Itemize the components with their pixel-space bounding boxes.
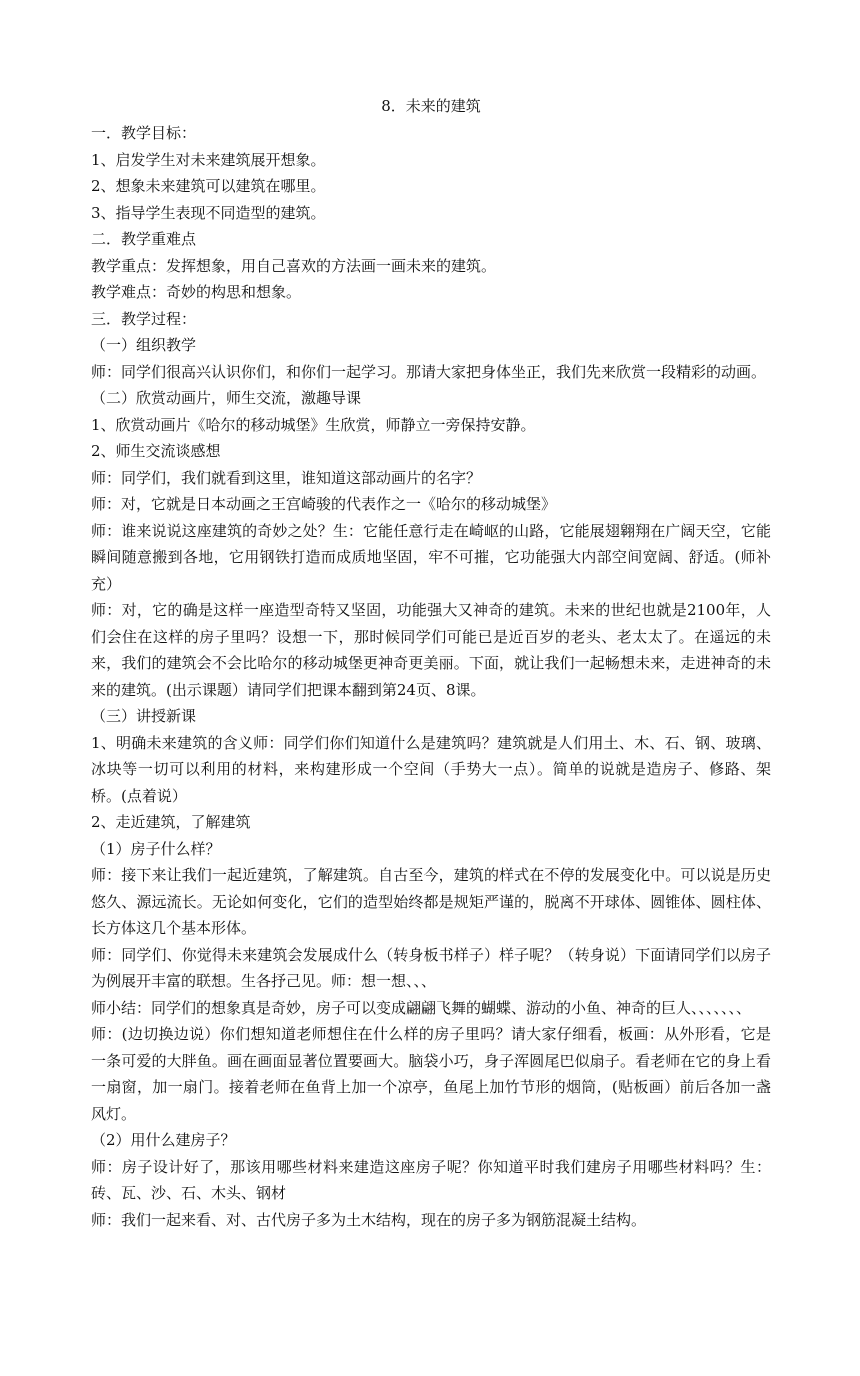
body-paragraph: 2、走近建筑，了解建筑 bbox=[91, 813, 251, 831]
section-heading-process: 三．教学过程： bbox=[91, 309, 197, 328]
document-page bbox=[91, 92, 771, 1233]
subsection-heading: （三）讲授新课 bbox=[91, 707, 197, 725]
subsection-heading: （2）用什么建房子？ bbox=[91, 1131, 236, 1149]
subsection-heading: （二）欣赏动画片，师生交流，激趣导课 bbox=[91, 389, 362, 407]
body-paragraph: 师：对，它的确是这样一座造型奇特又坚固，功能强大又神奇的建筑。未来的世纪也就是2100年，人们会住在这样的房子里吗？设想一下，那时候同学们可能已是近百岁的老头、老太太了。在遥远的未来，我们的建筑会不会比哈尔的移动城堡更神奇更美丽。下面，就让我们一起畅想未来，走进神奇的未来的建筑。(出示课题）请同学们把课本翻到第24页、8课。 bbox=[91, 601, 771, 699]
body-paragraph: 师小结：同学们的想象真是奇妙，房子可以变成翩翩飞舞的蝴蝶、游动的小鱼、神奇的巨人、、、、、、、 bbox=[91, 998, 752, 1017]
objective-item: 3、指导学生表现不同造型的建筑。 bbox=[91, 203, 326, 222]
subsection-heading: （1）房子什么样？ bbox=[91, 839, 221, 858]
body-paragraph: 师：房子设计好了，那该用哪些材料来建造这座房子呢？你知道平时我们建房子用哪些材料吗？生：砖、瓦、沙、石、木头、钢材 bbox=[91, 1157, 771, 1202]
section-heading-objectives: 一．教学目标： bbox=[91, 124, 197, 142]
body-paragraph: 师：我们一起来看、对、古代房子多为土木结构，现在的房子多为钢筋混凝土结构。 bbox=[91, 1210, 647, 1229]
body-paragraph: 师：(边切换边说）你们想知道老师想住在什么样的房子里吗？请大家仔细看，板画：从外形看，它是一条可爱的大胖鱼。画在画面显著位置要画大。脑袋小巧，身子浑圆尾巴似扇子。看老师在它的身上看一扇窗，加一扇门。接着老师在鱼背上加一个凉亭，鱼尾上加竹节形的烟筒，(贴板画）前后各加一盏风灯。 bbox=[91, 1025, 771, 1123]
difficult-point: 教学难点：奇妙的构思和想象。 bbox=[91, 283, 302, 301]
body-paragraph: 师：同学们，我们就看到这里，谁知道这部动画片的名字？ bbox=[91, 468, 482, 487]
subsection-heading: （一）组织教学 bbox=[91, 336, 197, 354]
body-paragraph: 2、师生交流谈感想 bbox=[91, 442, 221, 460]
body-paragraph: 1、欣赏动画片《哈尔的移动城堡》生欣赏，师静立一旁保持安静。 bbox=[91, 415, 536, 434]
section-heading-key-points: 二．教学重难点 bbox=[91, 230, 197, 248]
body-paragraph: 师：接下来让我们一起近建筑，了解建筑。自古至今，建筑的样式在不停的发展变化中。可以说是历史悠久、源远流长。无论如何变化，它们的造型始终都是规矩严谨的，脱离不开球体、圆锥体、圆柱体、长方体这几个基本形体。 bbox=[91, 866, 771, 937]
body-paragraph: 师：谁来说说这座建筑的奇妙之处？生：它能任意行走在崎岖的山路，它能展翅翱翔在广阔天空，它能瞬间随意搬到各地，它用钢铁打造而成质地坚固，牢不可摧，它功能强大内部空间宽阔、舒适。(师补充） bbox=[91, 521, 771, 593]
body-paragraph: 师：对，它就是日本动画之王宫崎骏的代表作之一《哈尔的移动城堡》 bbox=[91, 495, 557, 513]
key-point: 教学重点：发挥想象，用自己喜欢的方法画一画未来的建筑。 bbox=[91, 256, 497, 275]
objective-item: 1、启发学生对未来建筑展开想象。 bbox=[91, 150, 326, 169]
body-paragraph: 师：同学们很高兴认识你们，和你们一起学习。那请大家把身体坐正，我们先来欣赏一段精彩的动画。 bbox=[91, 362, 767, 381]
page-title: 8．未来的建筑 bbox=[381, 97, 481, 115]
objective-item: 2、想象未来建筑可以建筑在哪里。 bbox=[91, 177, 326, 195]
body-paragraph: 师：同学们、你觉得未来建筑会发展成什么（转身板书样子）样子呢？（转身说）下面请同学们以房子为例展开丰富的联想。生各抒己见。师：想一想、、、 bbox=[91, 945, 771, 990]
body-paragraph: 1、明确未来建筑的含义师：同学们你们知道什么是建筑吗？建筑就是人们用土、木、石、钢、玻璃、冰块等一切可以利用的材料，来构建形成一个空间（手势大一点）。简单的说就是造房子、修路、架桥。(点着说） bbox=[91, 733, 771, 805]
